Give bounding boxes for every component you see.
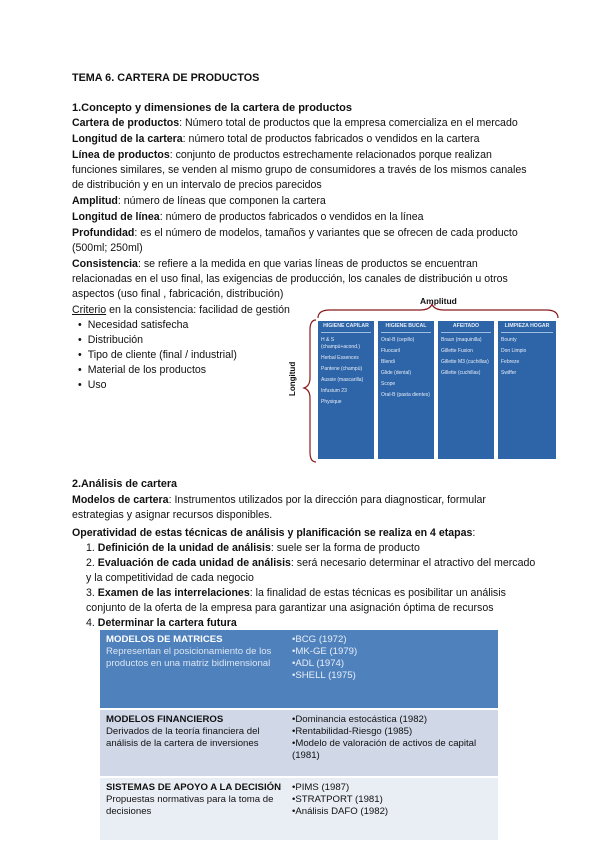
column-item: Oral-B (cepillo) [381, 337, 415, 343]
def-text: : número total de productos fabricados o vendidos en la cartera [182, 133, 480, 145]
column-item: Gillette (cuchillas) [441, 370, 481, 376]
section-2-heading: 2.Análisis de cartera [72, 478, 178, 490]
def-text: : Instrumentos utilizados por la dirección para diagnosticar, formular [168, 494, 486, 506]
def-text: : es el número de modelos, tamaños y variantes que se ofrecen de cada producto [134, 227, 518, 239]
def-profundidad [72, 226, 576, 241]
def-consistencia-cont-2: aspectos (uso final , fabricación, distribución) [72, 288, 284, 300]
longitud-label: Longitud [288, 361, 297, 396]
operatividad-heading [72, 526, 576, 541]
column-item: Gillette M3 (cuchillas) [441, 359, 489, 365]
column-item: Blendi [381, 359, 395, 365]
def-term: Consistencia [72, 258, 138, 270]
row-desc: Propuestas normativas para la toma de decisiones [106, 794, 274, 817]
column-item: Pantene (champú) [321, 366, 363, 372]
column-item: Bounty [501, 337, 517, 343]
column-item: Scope [381, 381, 396, 387]
def-text: : Número total de productos que la empresa comercializa en el mercado [179, 117, 518, 129]
row-right [292, 714, 492, 762]
def-linea-cont-2: de distribución y en un intervalo de precios parecidos [72, 179, 322, 191]
row-item: •SHELL (1975) [292, 670, 356, 681]
row-item: •ADL (1974) [292, 658, 345, 669]
row-left [106, 714, 288, 750]
row-item: •Rentabilidad-Riesgo (1985) [292, 726, 413, 737]
column-item: Oral-B (pasta dientes) [381, 392, 430, 398]
column-item: Gillette Fusion [441, 348, 473, 354]
etapa-term: Examen de las interrelaciones [97, 587, 250, 599]
column-item: Aussie (mascarilla) [321, 377, 364, 383]
column-header: AFEITADO [441, 323, 491, 333]
column-header: LIMPIEZA HOGAR [501, 323, 553, 333]
etapa-cont: conjunto de la oferta de la empresa para garantizar una asignación óptima de recursos [86, 602, 494, 614]
column-item: Fluocaril [381, 348, 400, 354]
def-longitud-cartera [72, 132, 576, 147]
def-term: Profundidad [72, 227, 135, 239]
etapa-item [86, 616, 576, 631]
row-item: •PIMS (1987) [292, 782, 350, 793]
row-item: •MK-GE (1979) [292, 646, 358, 657]
criterio-line [72, 303, 290, 318]
diagram-column [378, 321, 434, 459]
column-item: Swiffer [501, 370, 517, 376]
def-cartera [72, 116, 576, 131]
row-desc: Representan el posicionamiento de los productos en una matriz bidimensional [106, 646, 272, 669]
table-row [100, 710, 498, 776]
etapa-number: 1. [86, 542, 95, 554]
column-item: Herbal Essences [321, 355, 359, 361]
column-item: Febreze [501, 359, 520, 365]
criterio-item: • Uso [78, 378, 107, 393]
section-1-heading: 1.Concepto y dimensiones de la cartera de productos [72, 102, 352, 114]
row-title: MODELOS FINANCIEROS [106, 714, 224, 725]
def-text: : número de líneas que componen la cartera [117, 195, 326, 207]
operatividad-text: Operatividad de estas técnicas de análisis y planificación se realiza en 4 etapas [72, 527, 473, 539]
def-longitud-linea [72, 210, 576, 225]
column-item: Infusium 23 [321, 388, 347, 394]
row-item: •Modelo de valoración de activos de capital (1981) [292, 738, 477, 761]
def-term: Cartera de productos [72, 117, 180, 129]
diagram-column [318, 321, 374, 459]
criterio-item: • Tipo de cliente (final / industrial) [78, 348, 237, 363]
def-consistencia [72, 257, 576, 272]
row-title: MODELOS DE MATRICES [106, 634, 223, 645]
column-item: Glide (dental) [381, 370, 412, 376]
column-item: Don Limpio [501, 348, 527, 354]
column-item: Braun (maquinilla) [441, 337, 482, 343]
def-term: Línea de productos [72, 149, 170, 161]
column-header: HIGIENE CAPILAR [321, 323, 371, 333]
etapa-item [86, 586, 576, 601]
row-title: SISTEMAS DE APOYO A LA DECISIÓN [106, 782, 282, 793]
etapa-item [86, 541, 576, 556]
def-linea [72, 148, 576, 163]
row-right [292, 634, 492, 682]
table-row [100, 778, 498, 840]
row-item: •Análisis DAFO (1982) [292, 806, 389, 817]
criterio-term: Criterio [72, 304, 107, 316]
row-item: •Dominancia estocástica (1982) [292, 714, 428, 725]
def-linea-cont-1: funciones similares, se venden al mismo grupo de consumidores a través de los mismos canales [72, 164, 527, 176]
def-term: Modelos de cartera [72, 494, 169, 506]
criterio-text: en la consistencia: facilidad de gestión [106, 304, 290, 316]
row-left [106, 782, 288, 818]
etapa-term: Determinar la cartera futura [97, 617, 237, 629]
row-right [292, 782, 492, 818]
criterio-item: • Material de los productos [78, 363, 206, 378]
operatividad-colon: : [472, 527, 476, 539]
row-desc: Derivados de la teoría financiera del análisis de la cartera de inversiones [106, 726, 260, 749]
etapa-text: : la finalidad de estas técnicas es posibilitar un análisis [249, 587, 506, 599]
etapa-item [86, 556, 576, 571]
column-item: Physique [321, 399, 342, 405]
def-modelos-cont: estrategias y asignar recursos disponibles. [72, 509, 273, 521]
criterio-item: • Distribución [78, 333, 143, 348]
def-profundidad-cont: (500ml; 250ml) [72, 242, 143, 254]
def-modelos [72, 493, 576, 508]
etapa-term: Definición de la unidad de análisis [97, 542, 271, 554]
etapa-text: : suele ser la forma de producto [270, 542, 420, 554]
etapa-number: 3. [86, 587, 95, 599]
criterio-item: • Necesidad satisfecha [78, 318, 188, 333]
column-header: HIGIENE BUCAL [381, 323, 431, 333]
def-amplitud [72, 194, 576, 209]
def-term: Amplitud [72, 195, 118, 207]
table-row [100, 630, 498, 708]
def-text: : conjunto de productos estrechamente relacionados porque realizan [169, 149, 492, 161]
amplitud-label: Amplitud [420, 296, 457, 306]
row-item: •STRATPORT (1981) [292, 794, 383, 805]
etapa-number: 4. [86, 617, 95, 629]
def-text: : se refiere a la medida en que varias líneas de productos se encuentran [137, 258, 478, 270]
row-item: •BCG (1972) [292, 634, 347, 645]
def-text: : número de productos fabricados o vendidos en la línea [159, 211, 424, 223]
etapa-term: Evaluación de cada unidad de análisis [97, 557, 291, 569]
diagram-column [438, 321, 494, 459]
row-left [106, 634, 288, 670]
column-item: H & S (champú+acond.) [321, 337, 361, 350]
def-term: Longitud de línea [72, 211, 160, 223]
def-consistencia-cont-1: relacionadas en el uso final, las exigencias de producción, los canales de distribución u otros [72, 273, 508, 285]
etapa-cont: y la competitividad de cada negocio [86, 572, 254, 584]
page-title: TEMA 6. CARTERA DE PRODUCTOS [72, 72, 260, 84]
def-term: Longitud de la cartera [72, 133, 183, 145]
etapa-number: 2. [86, 557, 95, 569]
diagram-column [498, 321, 556, 459]
etapa-text: : será necesario determinar el atractivo del mercado [290, 557, 536, 569]
